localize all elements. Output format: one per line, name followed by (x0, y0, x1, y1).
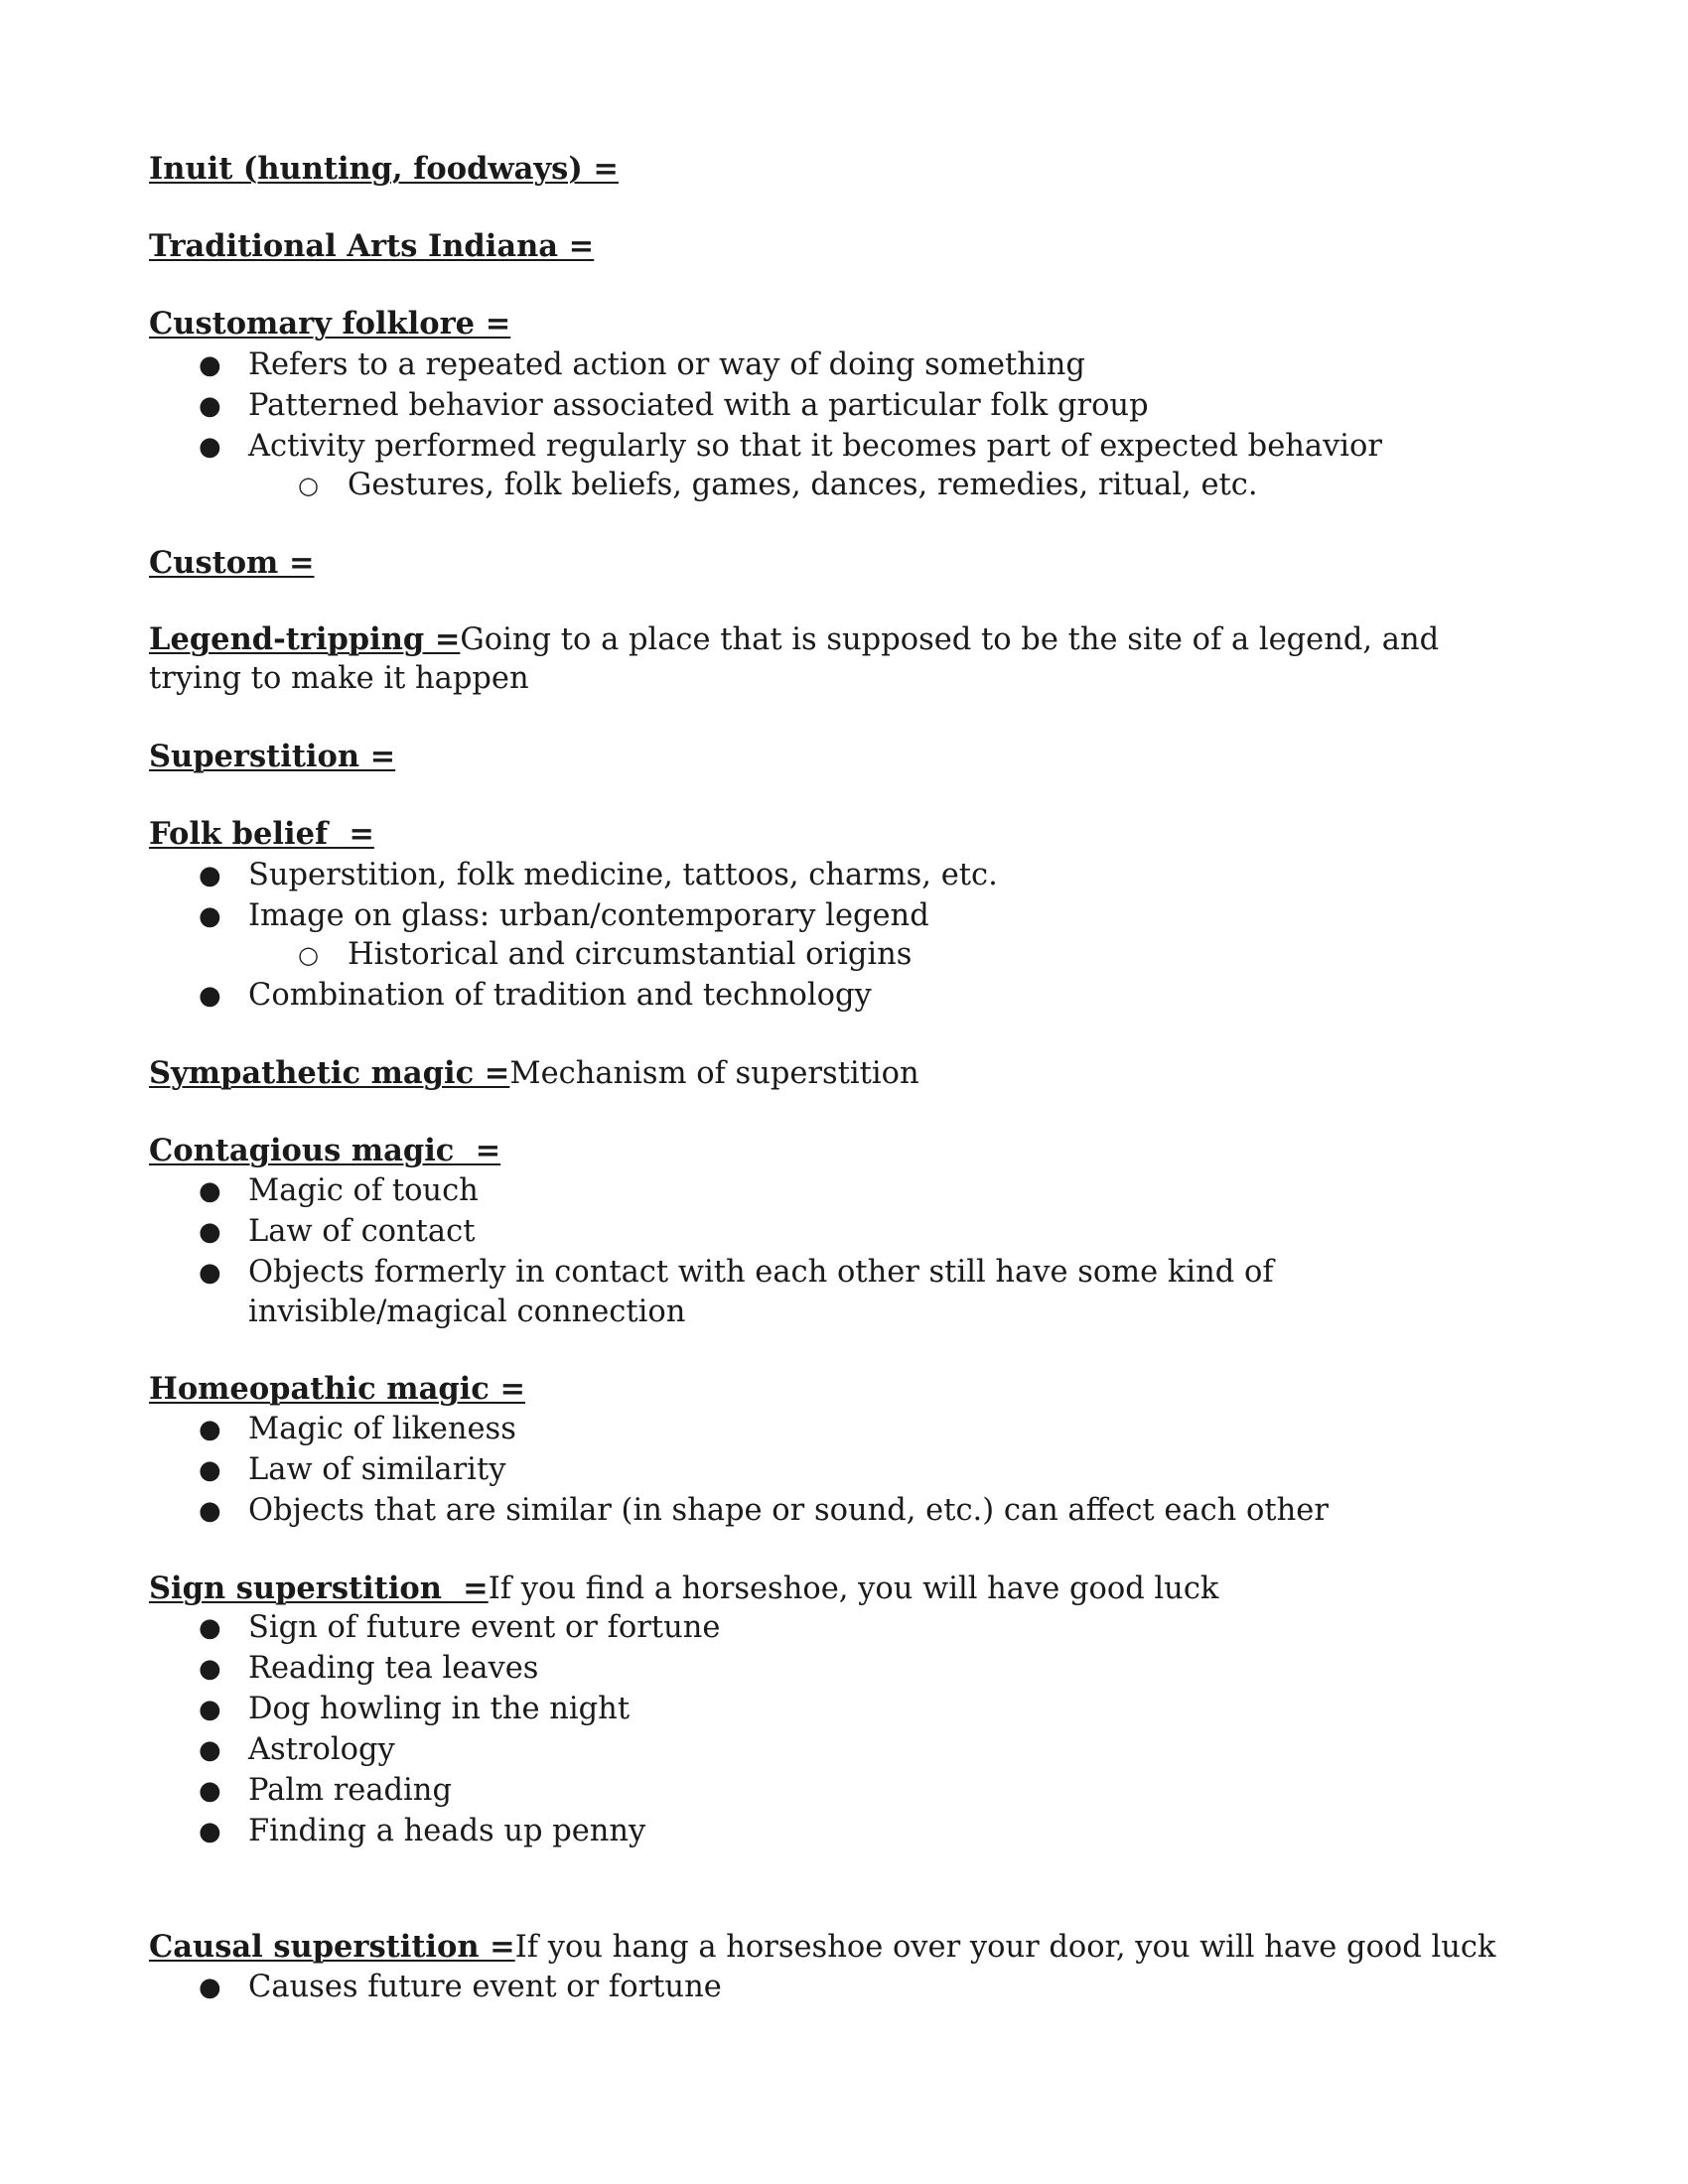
term-label: Causal superstition = (149, 1929, 515, 1965)
entry-homeopathic-magic (149, 1369, 1539, 1410)
bullet-icon: ● (199, 861, 221, 890)
entry-inuit (149, 149, 1539, 190)
term-label: Folk belief = (149, 816, 374, 852)
list-item: Law of similarity (248, 1452, 506, 1487)
list-item: Image on glass: urban/contemporary legend (248, 898, 929, 933)
list-item: Sign of future event or fortune (248, 1610, 721, 1645)
term-definition: If you find a horseshoe, you will have good luck (488, 1571, 1219, 1606)
bullet-icon: ● (199, 391, 221, 421)
term-label: Customary folklore = (149, 306, 511, 341)
entry-sign-superstition (149, 1569, 1539, 1609)
entry-legend-tripping (149, 620, 1539, 698)
sub-bullet-icon: ○ (298, 941, 319, 969)
list-item: Finding a heads up penny (248, 1814, 646, 1848)
bullet-icon: ● (199, 1776, 221, 1806)
list-item: Patterned behavior associated with a particular folk group (248, 388, 1149, 423)
list-item: Dog howling in the night (248, 1692, 631, 1726)
term-label: Superstition = (149, 739, 396, 774)
bullet-icon: ● (199, 1415, 221, 1444)
list-item: Activity performed regularly so that it becomes part of expected behavior (248, 429, 1382, 464)
list-item: Magic of touch (248, 1173, 479, 1208)
entry-customary-folklore (149, 304, 1539, 344)
list-item: Magic of likeness (248, 1412, 516, 1446)
list-item: Palm reading (248, 1773, 452, 1808)
bullet-icon: ● (199, 1654, 221, 1684)
sub-list-item: Gestures, folk beliefs, games, dances, remedies, ritual, etc. (348, 468, 1258, 502)
entry-superstition (149, 737, 1539, 777)
term-label: Legend-tripping = (149, 621, 461, 657)
bullet-icon: ● (199, 1176, 221, 1206)
list-item: Superstition, folk medicine, tattoos, charms, etc. (248, 858, 998, 892)
sub-list-item: Historical and circumstantial origins (348, 937, 913, 972)
term-label: Traditional Arts Indiana = (149, 228, 595, 264)
term-label: Custom = (149, 545, 315, 581)
list-item: Objects formerly in contact with each other still have some kind of invisible/magical connection (248, 1255, 1274, 1329)
bullet-icon: ● (199, 1496, 221, 1526)
sub-bullet-icon: ○ (298, 472, 319, 499)
term-label: Contagious magic = (149, 1133, 501, 1168)
term-definition: Going to a place that is supposed to be the site of a legend, and trying to make it happen (149, 622, 1440, 696)
list-item: Astrology (248, 1732, 395, 1767)
bullet-icon: ● (199, 1217, 221, 1247)
bullet-icon: ● (199, 1817, 221, 1846)
bullet-icon: ● (199, 1258, 221, 1288)
bullet-icon: ● (199, 1455, 221, 1485)
entry-sympathetic-magic (149, 1053, 1539, 1094)
bullet-icon: ● (199, 981, 221, 1011)
list-item: Refers to a repeated action or way of doing something (248, 347, 1085, 382)
list-item: Reading tea leaves (248, 1651, 539, 1686)
list-item: Law of contact (248, 1214, 476, 1249)
term-label: Sign superstition = (149, 1570, 489, 1606)
list-item: Causes future event or fortune (248, 1970, 722, 2004)
term-label: Inuit (hunting, foodways) = (149, 151, 619, 187)
term-label: Homeopathic magic = (149, 1371, 526, 1407)
term-definition: If you hang a horseshoe over your door, you will have good luck (514, 1930, 1496, 1965)
bullet-icon: ● (199, 1613, 221, 1643)
bullet-icon: ● (199, 1735, 221, 1765)
entry-custom (149, 543, 1539, 584)
bullet-icon: ● (199, 1973, 221, 2002)
entry-contagious-magic (149, 1131, 1539, 1171)
list-item: Combination of tradition and technology (248, 978, 872, 1013)
term-label: Sympathetic magic = (149, 1055, 510, 1091)
entry-causal-superstition (149, 1927, 1539, 1968)
bullet-icon: ● (199, 901, 221, 931)
bullet-icon: ● (199, 350, 221, 380)
list-item: Objects that are similar (in shape or sound, etc.) can affect each other (248, 1493, 1329, 1528)
term-definition: Mechanism of superstition (509, 1056, 919, 1091)
entry-folk-belief (149, 814, 1539, 855)
bullet-icon: ● (199, 432, 221, 462)
entry-traditional-arts-indiana (149, 226, 1539, 267)
bullet-icon: ● (199, 1695, 221, 1724)
